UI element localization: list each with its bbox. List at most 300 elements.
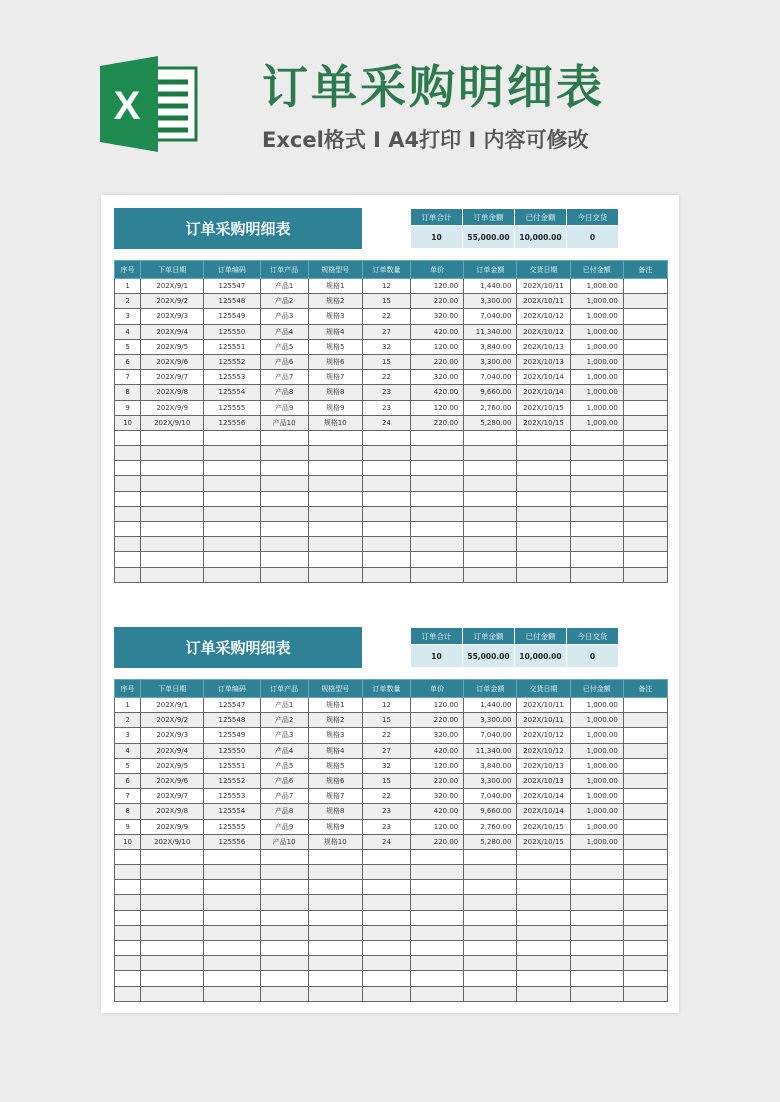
table-cell[interactable] xyxy=(115,461,141,476)
table-cell[interactable]: 220.00 xyxy=(411,773,464,788)
table-cell[interactable]: 产品3 xyxy=(260,309,308,324)
table-cell[interactable]: 1,000.00 xyxy=(570,713,623,728)
table-cell[interactable] xyxy=(204,895,260,910)
table-cell[interactable] xyxy=(623,567,667,582)
table-cell[interactable] xyxy=(204,522,260,537)
table-cell[interactable] xyxy=(570,522,623,537)
table-cell[interactable] xyxy=(362,537,410,552)
table-cell[interactable] xyxy=(115,956,141,971)
table-cell[interactable] xyxy=(623,804,667,819)
table-cell[interactable] xyxy=(308,971,362,986)
table-cell[interactable] xyxy=(115,491,141,506)
table-cell[interactable] xyxy=(570,506,623,521)
table-cell[interactable] xyxy=(623,819,667,834)
table-cell[interactable] xyxy=(411,522,464,537)
table-cell[interactable]: 1,440.00 xyxy=(464,698,517,713)
table-cell[interactable]: 24 xyxy=(362,415,410,430)
table-cell[interactable] xyxy=(623,354,667,369)
table-cell[interactable]: 23 xyxy=(362,819,410,834)
table-cell[interactable] xyxy=(464,567,517,582)
table-cell[interactable] xyxy=(204,986,260,1001)
table-cell[interactable]: 202X/9/1 xyxy=(141,279,204,294)
table-cell[interactable] xyxy=(308,537,362,552)
table-cell[interactable] xyxy=(308,506,362,521)
table-cell[interactable] xyxy=(623,880,667,895)
table-cell[interactable] xyxy=(570,491,623,506)
table-cell[interactable]: 产品1 xyxy=(260,698,308,713)
table-cell[interactable] xyxy=(204,506,260,521)
table-cell[interactable] xyxy=(308,430,362,445)
table-cell[interactable] xyxy=(623,415,667,430)
table-cell[interactable] xyxy=(362,880,410,895)
table-cell[interactable] xyxy=(362,849,410,864)
table-cell[interactable] xyxy=(623,758,667,773)
table-cell[interactable] xyxy=(517,491,570,506)
table-cell[interactable] xyxy=(308,461,362,476)
table-cell[interactable] xyxy=(115,865,141,880)
table-cell[interactable]: 11,340.00 xyxy=(464,324,517,339)
table-cell[interactable] xyxy=(204,537,260,552)
table-cell[interactable]: 15 xyxy=(362,354,410,369)
table-cell[interactable] xyxy=(464,956,517,971)
table-cell[interactable] xyxy=(623,537,667,552)
table-cell[interactable]: 202X/10/14 xyxy=(517,385,570,400)
table-cell[interactable] xyxy=(204,461,260,476)
table-cell[interactable]: 202X/9/9 xyxy=(141,819,204,834)
table-cell[interactable] xyxy=(141,430,204,445)
table-cell[interactable] xyxy=(115,880,141,895)
table-cell[interactable] xyxy=(623,728,667,743)
table-cell[interactable]: 202X/10/11 xyxy=(517,713,570,728)
table-cell[interactable] xyxy=(141,506,204,521)
table-cell[interactable] xyxy=(623,279,667,294)
table-cell[interactable]: 320.00 xyxy=(411,309,464,324)
summary-value[interactable]: 55,000.00 xyxy=(463,645,515,668)
table-cell[interactable] xyxy=(623,324,667,339)
table-cell[interactable]: 220.00 xyxy=(411,415,464,430)
table-cell[interactable]: 规格9 xyxy=(308,400,362,415)
table-cell[interactable] xyxy=(411,895,464,910)
table-cell[interactable] xyxy=(204,971,260,986)
table-cell[interactable] xyxy=(260,476,308,491)
table-cell[interactable]: 420.00 xyxy=(411,804,464,819)
summary-value[interactable]: 0 xyxy=(567,226,619,249)
table-cell[interactable]: 202X/10/12 xyxy=(517,309,570,324)
table-cell[interactable]: 规格9 xyxy=(308,819,362,834)
table-cell[interactable] xyxy=(260,491,308,506)
table-cell[interactable] xyxy=(464,895,517,910)
table-cell[interactable] xyxy=(517,956,570,971)
table-cell[interactable]: 202X/9/7 xyxy=(141,789,204,804)
table-cell[interactable] xyxy=(517,865,570,880)
table-cell[interactable] xyxy=(141,461,204,476)
table-cell[interactable] xyxy=(517,971,570,986)
table-cell[interactable] xyxy=(362,491,410,506)
table-cell[interactable]: 15 xyxy=(362,773,410,788)
table-cell[interactable] xyxy=(260,430,308,445)
table-cell[interactable] xyxy=(141,491,204,506)
table-cell[interactable]: 3 xyxy=(115,728,141,743)
table-cell[interactable]: 125549 xyxy=(204,728,260,743)
table-cell[interactable] xyxy=(623,698,667,713)
table-cell[interactable] xyxy=(464,476,517,491)
table-cell[interactable] xyxy=(570,430,623,445)
table-cell[interactable]: 3,300.00 xyxy=(464,713,517,728)
table-cell[interactable] xyxy=(141,537,204,552)
table-cell[interactable]: 15 xyxy=(362,294,410,309)
table-cell[interactable] xyxy=(464,491,517,506)
table-cell[interactable]: 6 xyxy=(115,354,141,369)
table-cell[interactable]: 202X/10/12 xyxy=(517,743,570,758)
table-cell[interactable]: 320.00 xyxy=(411,728,464,743)
table-cell[interactable]: 9 xyxy=(115,400,141,415)
table-cell[interactable]: 12 xyxy=(362,279,410,294)
table-cell[interactable]: 规格7 xyxy=(308,789,362,804)
table-cell[interactable]: 产品7 xyxy=(260,370,308,385)
table-cell[interactable]: 1,000.00 xyxy=(570,698,623,713)
table-cell[interactable] xyxy=(517,446,570,461)
table-cell[interactable]: 8 xyxy=(115,385,141,400)
table-cell[interactable] xyxy=(260,506,308,521)
table-cell[interactable] xyxy=(517,537,570,552)
table-cell[interactable]: 125554 xyxy=(204,385,260,400)
table-cell[interactable] xyxy=(517,567,570,582)
table-cell[interactable]: 规格8 xyxy=(308,804,362,819)
table-cell[interactable]: 202X/9/5 xyxy=(141,339,204,354)
table-cell[interactable]: 1,000.00 xyxy=(570,324,623,339)
table-cell[interactable] xyxy=(115,895,141,910)
table-cell[interactable] xyxy=(411,446,464,461)
table-cell[interactable]: 产品5 xyxy=(260,758,308,773)
table-cell[interactable]: 10 xyxy=(115,415,141,430)
table-cell[interactable]: 202X/10/12 xyxy=(517,728,570,743)
table-cell[interactable] xyxy=(141,971,204,986)
table-cell[interactable] xyxy=(204,910,260,925)
table-cell[interactable]: 1,000.00 xyxy=(570,370,623,385)
table-cell[interactable] xyxy=(517,849,570,864)
table-cell[interactable] xyxy=(464,971,517,986)
table-cell[interactable]: 32 xyxy=(362,339,410,354)
table-cell[interactable] xyxy=(570,880,623,895)
table-cell[interactable] xyxy=(623,743,667,758)
table-cell[interactable]: 1,000.00 xyxy=(570,400,623,415)
table-cell[interactable] xyxy=(260,956,308,971)
table-cell[interactable] xyxy=(411,910,464,925)
table-cell[interactable] xyxy=(570,461,623,476)
table-cell[interactable] xyxy=(623,956,667,971)
table-cell[interactable] xyxy=(623,849,667,864)
table-cell[interactable]: 125552 xyxy=(204,354,260,369)
table-cell[interactable] xyxy=(204,446,260,461)
table-cell[interactable]: 7,040.00 xyxy=(464,789,517,804)
table-cell[interactable] xyxy=(115,941,141,956)
table-cell[interactable]: 7,040.00 xyxy=(464,370,517,385)
table-cell[interactable]: 5 xyxy=(115,339,141,354)
table-cell[interactable]: 202X/10/14 xyxy=(517,789,570,804)
table-cell[interactable]: 1,000.00 xyxy=(570,354,623,369)
table-cell[interactable]: 125556 xyxy=(204,415,260,430)
table-cell[interactable] xyxy=(623,339,667,354)
table-cell[interactable] xyxy=(308,895,362,910)
table-cell[interactable]: 125554 xyxy=(204,804,260,819)
table-cell[interactable] xyxy=(411,941,464,956)
table-cell[interactable] xyxy=(141,552,204,567)
table-cell[interactable]: 202X/10/11 xyxy=(517,279,570,294)
table-cell[interactable]: 120.00 xyxy=(411,279,464,294)
table-cell[interactable]: 202X/9/3 xyxy=(141,309,204,324)
table-cell[interactable]: 23 xyxy=(362,385,410,400)
table-cell[interactable]: 125552 xyxy=(204,773,260,788)
table-cell[interactable]: 202X/9/10 xyxy=(141,415,204,430)
table-cell[interactable]: 202X/10/13 xyxy=(517,354,570,369)
table-cell[interactable]: 1,000.00 xyxy=(570,789,623,804)
table-cell[interactable] xyxy=(517,552,570,567)
table-cell[interactable]: 202X/9/4 xyxy=(141,743,204,758)
table-cell[interactable]: 规格3 xyxy=(308,728,362,743)
table-cell[interactable] xyxy=(464,865,517,880)
table-cell[interactable] xyxy=(517,430,570,445)
summary-value[interactable]: 0 xyxy=(567,645,619,668)
table-cell[interactable]: 5,280.00 xyxy=(464,415,517,430)
table-cell[interactable]: 202X/9/4 xyxy=(141,324,204,339)
table-cell[interactable] xyxy=(623,476,667,491)
table-cell[interactable] xyxy=(411,880,464,895)
table-cell[interactable] xyxy=(623,370,667,385)
table-cell[interactable]: 202X/10/13 xyxy=(517,339,570,354)
table-cell[interactable] xyxy=(308,941,362,956)
table-cell[interactable] xyxy=(570,925,623,940)
table-cell[interactable]: 1,000.00 xyxy=(570,819,623,834)
table-cell[interactable] xyxy=(623,834,667,849)
table-cell[interactable] xyxy=(308,925,362,940)
table-cell[interactable] xyxy=(411,506,464,521)
table-cell[interactable]: 202X/9/5 xyxy=(141,758,204,773)
table-cell[interactable]: 1,000.00 xyxy=(570,279,623,294)
table-cell[interactable]: 202X/9/3 xyxy=(141,728,204,743)
table-cell[interactable] xyxy=(464,849,517,864)
table-cell[interactable]: 202X/9/9 xyxy=(141,400,204,415)
table-cell[interactable] xyxy=(141,849,204,864)
table-cell[interactable]: 202X/10/11 xyxy=(517,698,570,713)
table-cell[interactable]: 6 xyxy=(115,773,141,788)
table-cell[interactable] xyxy=(623,789,667,804)
table-cell[interactable] xyxy=(141,925,204,940)
table-cell[interactable]: 220.00 xyxy=(411,354,464,369)
table-cell[interactable] xyxy=(623,294,667,309)
table-cell[interactable]: 202X/9/10 xyxy=(141,834,204,849)
table-cell[interactable] xyxy=(204,956,260,971)
table-cell[interactable] xyxy=(308,446,362,461)
table-cell[interactable] xyxy=(362,865,410,880)
table-cell[interactable] xyxy=(570,849,623,864)
table-cell[interactable] xyxy=(570,865,623,880)
summary-value[interactable]: 10,000.00 xyxy=(515,226,567,249)
table-cell[interactable] xyxy=(362,506,410,521)
table-cell[interactable] xyxy=(517,895,570,910)
table-cell[interactable] xyxy=(204,567,260,582)
table-cell[interactable] xyxy=(141,476,204,491)
table-cell[interactable]: 产品2 xyxy=(260,713,308,728)
table-cell[interactable]: 规格6 xyxy=(308,773,362,788)
table-cell[interactable]: 125553 xyxy=(204,789,260,804)
table-cell[interactable] xyxy=(464,910,517,925)
table-cell[interactable] xyxy=(411,430,464,445)
table-cell[interactable]: 125549 xyxy=(204,309,260,324)
summary-value[interactable]: 55,000.00 xyxy=(463,226,515,249)
table-cell[interactable]: 320.00 xyxy=(411,789,464,804)
table-cell[interactable]: 3,300.00 xyxy=(464,354,517,369)
table-cell[interactable]: 产品2 xyxy=(260,294,308,309)
table-cell[interactable] xyxy=(204,941,260,956)
table-cell[interactable] xyxy=(517,925,570,940)
table-cell[interactable] xyxy=(115,552,141,567)
table-cell[interactable]: 规格1 xyxy=(308,698,362,713)
table-cell[interactable] xyxy=(260,865,308,880)
table-cell[interactable]: 1,000.00 xyxy=(570,728,623,743)
table-cell[interactable]: 120.00 xyxy=(411,819,464,834)
table-cell[interactable] xyxy=(570,476,623,491)
table-cell[interactable]: 9,660.00 xyxy=(464,385,517,400)
table-cell[interactable]: 11,340.00 xyxy=(464,743,517,758)
table-cell[interactable]: 产品10 xyxy=(260,415,308,430)
table-cell[interactable]: 202X/10/15 xyxy=(517,400,570,415)
summary-value[interactable]: 10,000.00 xyxy=(515,645,567,668)
table-cell[interactable] xyxy=(115,567,141,582)
table-cell[interactable]: 2,760.00 xyxy=(464,819,517,834)
table-cell[interactable]: 7,040.00 xyxy=(464,309,517,324)
table-cell[interactable]: 202X/9/6 xyxy=(141,354,204,369)
table-cell[interactable] xyxy=(570,956,623,971)
table-cell[interactable] xyxy=(204,552,260,567)
table-cell[interactable]: 420.00 xyxy=(411,385,464,400)
table-cell[interactable] xyxy=(141,522,204,537)
table-cell[interactable]: 产品3 xyxy=(260,728,308,743)
table-cell[interactable]: 1 xyxy=(115,698,141,713)
table-cell[interactable]: 规格2 xyxy=(308,294,362,309)
table-cell[interactable] xyxy=(141,446,204,461)
table-cell[interactable] xyxy=(464,925,517,940)
table-cell[interactable]: 22 xyxy=(362,728,410,743)
table-cell[interactable]: 1,000.00 xyxy=(570,339,623,354)
table-cell[interactable] xyxy=(623,925,667,940)
table-cell[interactable]: 1,000.00 xyxy=(570,758,623,773)
table-cell[interactable] xyxy=(204,925,260,940)
table-cell[interactable] xyxy=(517,506,570,521)
table-cell[interactable] xyxy=(411,849,464,864)
table-cell[interactable]: 5,280.00 xyxy=(464,834,517,849)
table-cell[interactable]: 120.00 xyxy=(411,758,464,773)
table-cell[interactable]: 1 xyxy=(115,279,141,294)
table-cell[interactable]: 125550 xyxy=(204,324,260,339)
table-cell[interactable] xyxy=(464,941,517,956)
table-cell[interactable]: 220.00 xyxy=(411,294,464,309)
table-cell[interactable] xyxy=(115,506,141,521)
table-cell[interactable] xyxy=(411,537,464,552)
table-cell[interactable]: 2 xyxy=(115,294,141,309)
table-cell[interactable]: 125555 xyxy=(204,400,260,415)
table-cell[interactable] xyxy=(260,522,308,537)
table-cell[interactable] xyxy=(115,446,141,461)
table-cell[interactable] xyxy=(464,522,517,537)
table-cell[interactable]: 1,000.00 xyxy=(570,804,623,819)
table-cell[interactable]: 202X/9/8 xyxy=(141,804,204,819)
table-cell[interactable] xyxy=(141,895,204,910)
table-cell[interactable] xyxy=(623,986,667,1001)
table-cell[interactable]: 420.00 xyxy=(411,743,464,758)
table-cell[interactable] xyxy=(623,910,667,925)
table-cell[interactable]: 420.00 xyxy=(411,324,464,339)
table-cell[interactable] xyxy=(308,491,362,506)
table-cell[interactable] xyxy=(260,461,308,476)
table-cell[interactable] xyxy=(570,537,623,552)
table-cell[interactable] xyxy=(141,880,204,895)
table-cell[interactable] xyxy=(260,986,308,1001)
table-cell[interactable] xyxy=(570,552,623,567)
table-cell[interactable]: 10 xyxy=(115,834,141,849)
table-cell[interactable] xyxy=(517,910,570,925)
table-cell[interactable]: 27 xyxy=(362,743,410,758)
table-cell[interactable]: 202X/9/2 xyxy=(141,294,204,309)
table-cell[interactable] xyxy=(308,849,362,864)
table-cell[interactable]: 1,000.00 xyxy=(570,415,623,430)
table-cell[interactable] xyxy=(362,552,410,567)
table-cell[interactable] xyxy=(308,986,362,1001)
table-cell[interactable] xyxy=(260,446,308,461)
table-cell[interactable]: 1,440.00 xyxy=(464,279,517,294)
table-cell[interactable] xyxy=(362,895,410,910)
table-cell[interactable]: 220.00 xyxy=(411,713,464,728)
table-cell[interactable] xyxy=(115,476,141,491)
table-cell[interactable]: 产品6 xyxy=(260,773,308,788)
table-cell[interactable] xyxy=(411,956,464,971)
table-cell[interactable] xyxy=(623,895,667,910)
table-cell[interactable]: 202X/9/7 xyxy=(141,370,204,385)
table-cell[interactable] xyxy=(623,941,667,956)
table-cell[interactable] xyxy=(623,522,667,537)
table-cell[interactable] xyxy=(623,430,667,445)
table-cell[interactable]: 202X/10/14 xyxy=(517,804,570,819)
table-cell[interactable]: 产品9 xyxy=(260,819,308,834)
table-cell[interactable] xyxy=(623,309,667,324)
table-cell[interactable]: 125551 xyxy=(204,339,260,354)
table-cell[interactable] xyxy=(411,552,464,567)
table-cell[interactable] xyxy=(260,552,308,567)
table-cell[interactable] xyxy=(260,971,308,986)
table-cell[interactable] xyxy=(623,385,667,400)
table-cell[interactable]: 1,000.00 xyxy=(570,773,623,788)
table-cell[interactable] xyxy=(362,567,410,582)
table-cell[interactable] xyxy=(260,880,308,895)
table-cell[interactable] xyxy=(362,461,410,476)
table-cell[interactable] xyxy=(362,446,410,461)
table-cell[interactable]: 9 xyxy=(115,819,141,834)
table-cell[interactable] xyxy=(411,865,464,880)
table-cell[interactable]: 4 xyxy=(115,324,141,339)
table-cell[interactable] xyxy=(623,773,667,788)
table-cell[interactable] xyxy=(141,986,204,1001)
table-cell[interactable]: 202X/9/6 xyxy=(141,773,204,788)
table-cell[interactable]: 125550 xyxy=(204,743,260,758)
table-cell[interactable]: 规格4 xyxy=(308,743,362,758)
table-cell[interactable]: 产品7 xyxy=(260,789,308,804)
table-cell[interactable]: 3,840.00 xyxy=(464,339,517,354)
summary-value[interactable]: 10 xyxy=(411,226,463,249)
table-cell[interactable]: 202X/9/8 xyxy=(141,385,204,400)
table-cell[interactable]: 规格10 xyxy=(308,415,362,430)
table-cell[interactable] xyxy=(260,941,308,956)
table-cell[interactable] xyxy=(308,880,362,895)
table-cell[interactable] xyxy=(308,956,362,971)
